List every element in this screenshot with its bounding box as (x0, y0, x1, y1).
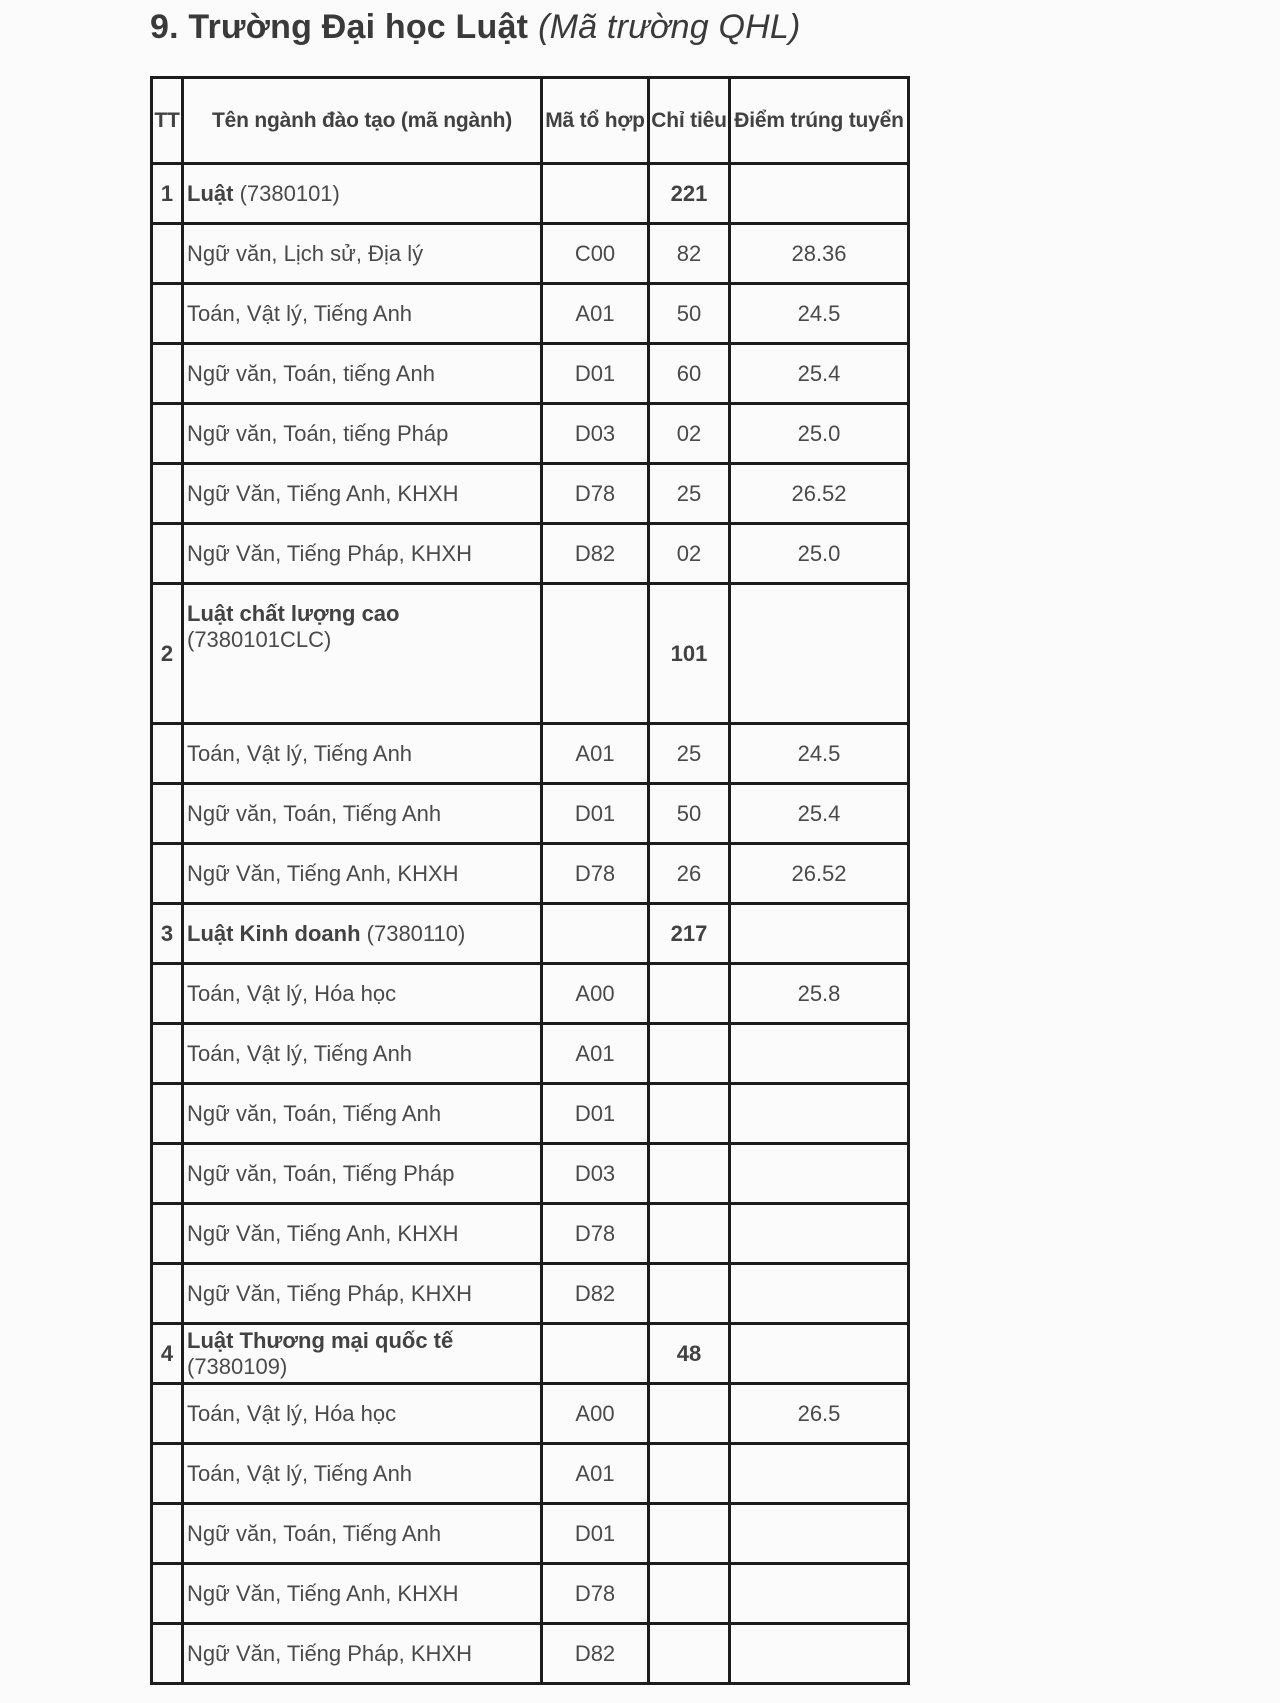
group-row (152, 164, 909, 224)
cell-diem-trung-tuyen (730, 1024, 909, 1084)
cell-tt (152, 724, 183, 784)
cell-nganh: Toán, Vật lý, Hóa học (183, 1384, 542, 1444)
cell-tt (152, 1204, 183, 1264)
cell-chi-tieu: 82 (649, 224, 730, 284)
cell-nganh: Ngữ Văn, Tiếng Anh, KHXH (183, 1564, 542, 1624)
cell-diem-trung-tuyen (730, 1084, 909, 1144)
cell-ma-to-hop: D82 (542, 1264, 649, 1324)
cell-chi-tieu: 26 (649, 844, 730, 904)
nganh-name-bold: Luật (187, 180, 234, 206)
group-row (152, 1324, 909, 1384)
nganh-name-bold: Luật Thương mại quốc tế (187, 1327, 454, 1353)
cell-nganh: Ngữ văn, Toán, Tiếng Pháp (183, 1144, 542, 1204)
cell-diem-trung-tuyen (730, 1624, 909, 1684)
page-title-school-code: (Mã trường QHL) (538, 8, 801, 46)
cell-nganh: Ngữ Văn, Tiếng Pháp, KHXH (183, 1624, 542, 1684)
cell-ma-to-hop: D78 (542, 1204, 649, 1264)
cell-nganh: Luật Thương mại quốc tế (7380109) (183, 1324, 542, 1384)
cell-ma-to-hop: D82 (542, 524, 649, 584)
cell-nganh: Ngữ văn, Toán, tiếng Pháp (183, 404, 542, 464)
cell-ma-to-hop (542, 164, 649, 224)
cell-chi-tieu (649, 1024, 730, 1084)
cell-chi-tieu (649, 1504, 730, 1564)
cell-ma-to-hop (542, 1324, 649, 1384)
cell-tt (152, 1504, 183, 1564)
cell-nganh: Luật (7380101) (183, 164, 542, 224)
cell-ma-to-hop: A01 (542, 284, 649, 344)
cell-diem-trung-tuyen: 25.0 (730, 524, 909, 584)
group-row (152, 584, 909, 724)
cell-chi-tieu: 25 (649, 464, 730, 524)
cell-diem-trung-tuyen (730, 1444, 909, 1504)
cell-tt (152, 784, 183, 844)
combo-row (152, 964, 909, 1024)
cell-tt (152, 1084, 183, 1144)
header-chi-tieu: Chỉ tiêu (649, 78, 730, 164)
cell-tt (152, 1564, 183, 1624)
cell-nganh: Toán, Vật lý, Tiếng Anh (183, 1444, 542, 1504)
combo-row (152, 1504, 909, 1564)
cell-diem-trung-tuyen (730, 584, 909, 724)
combo-row (152, 404, 909, 464)
combo-row (152, 464, 909, 524)
combo-row (152, 1264, 909, 1324)
cell-chi-tieu: 50 (649, 784, 730, 844)
cell-diem-trung-tuyen: 28.36 (730, 224, 909, 284)
cell-nganh: Ngữ văn, Toán, Tiếng Anh (183, 1504, 542, 1564)
cell-chi-tieu (649, 1084, 730, 1144)
cell-diem-trung-tuyen (730, 1264, 909, 1324)
cell-ma-to-hop: D78 (542, 464, 649, 524)
cell-ma-to-hop (542, 904, 649, 964)
cell-ma-to-hop: D78 (542, 844, 649, 904)
cell-nganh: Ngữ văn, Lịch sử, Địa lý (183, 224, 542, 284)
cell-tt: 1 (152, 164, 183, 224)
group-row (152, 904, 909, 964)
cell-tt (152, 1384, 183, 1444)
cell-nganh: Toán, Vật lý, Tiếng Anh (183, 724, 542, 784)
cell-ma-to-hop: A01 (542, 1444, 649, 1504)
combo-row (152, 1444, 909, 1504)
cell-ma-to-hop: D03 (542, 404, 649, 464)
cell-tt (152, 844, 183, 904)
cell-nganh: Ngữ văn, Toán, tiếng Anh (183, 344, 542, 404)
cell-chi-tieu: 50 (649, 284, 730, 344)
combo-row (152, 1384, 909, 1444)
cell-chi-tieu (649, 1624, 730, 1684)
cell-ma-to-hop: C00 (542, 224, 649, 284)
cell-ma-to-hop: D03 (542, 1144, 649, 1204)
cell-chi-tieu (649, 1564, 730, 1624)
cell-nganh: Toán, Vật lý, Hóa học (183, 964, 542, 1024)
cell-diem-trung-tuyen (730, 1204, 909, 1264)
combo-row (152, 224, 909, 284)
combo-row (152, 1564, 909, 1624)
cell-tt: 3 (152, 904, 183, 964)
combo-row (152, 1204, 909, 1264)
cell-nganh: Toán, Vật lý, Tiếng Anh (183, 284, 542, 344)
cell-chi-tieu: 02 (649, 524, 730, 584)
cell-tt (152, 404, 183, 464)
cell-nganh: Ngữ Văn, Tiếng Anh, KHXH (183, 464, 542, 524)
combo-row (152, 724, 909, 784)
cell-tt (152, 464, 183, 524)
cell-tt: 4 (152, 1324, 183, 1384)
cell-chi-tieu: 48 (649, 1324, 730, 1384)
cell-chi-tieu: 02 (649, 404, 730, 464)
cell-tt: 2 (152, 584, 183, 724)
header-ma-to-hop: Mã tổ hợp (542, 78, 649, 164)
cell-diem-trung-tuyen (730, 164, 909, 224)
header-diem-trung-tuyen: Điểm trúng tuyển (730, 78, 909, 164)
header-tt: TT (152, 78, 183, 164)
page-title-main: 9. Trường Đại học Luật (150, 8, 529, 46)
cell-tt (152, 1144, 183, 1204)
cell-diem-trung-tuyen (730, 904, 909, 964)
cell-nganh: Ngữ Văn, Tiếng Pháp, KHXH (183, 524, 542, 584)
cell-ma-to-hop: A00 (542, 964, 649, 1024)
cell-ma-to-hop: D01 (542, 1084, 649, 1144)
cell-nganh: Ngữ Văn, Tiếng Anh, KHXH (183, 1204, 542, 1264)
cell-diem-trung-tuyen (730, 1564, 909, 1624)
header-ten-nganh: Tên ngành đào tạo (mã ngành) (183, 78, 542, 164)
combo-row (152, 344, 909, 404)
cell-diem-trung-tuyen (730, 1504, 909, 1564)
cell-ma-to-hop: A01 (542, 1024, 649, 1084)
cell-chi-tieu (649, 1144, 730, 1204)
cell-ma-to-hop: D01 (542, 1504, 649, 1564)
combo-row (152, 844, 909, 904)
cell-diem-trung-tuyen: 26.5 (730, 1384, 909, 1444)
cell-ma-to-hop: A01 (542, 724, 649, 784)
cell-nganh: Ngữ Văn, Tiếng Pháp, KHXH (183, 1264, 542, 1324)
cell-chi-tieu: 60 (649, 344, 730, 404)
cell-chi-tieu: 101 (649, 584, 730, 724)
cell-diem-trung-tuyen: 24.5 (730, 284, 909, 344)
cell-tt (152, 1264, 183, 1324)
admission-scores-table (150, 76, 910, 1685)
cell-chi-tieu: 25 (649, 724, 730, 784)
cell-tt (152, 524, 183, 584)
cell-chi-tieu (649, 1204, 730, 1264)
cell-tt (152, 224, 183, 284)
cell-tt (152, 344, 183, 404)
cell-chi-tieu (649, 1384, 730, 1444)
cell-nganh: Ngữ văn, Toán, Tiếng Anh (183, 784, 542, 844)
cell-diem-trung-tuyen: 25.4 (730, 344, 909, 404)
cell-nganh: Luật chất lượng cao (7380101CLC) (183, 584, 542, 724)
combo-row (152, 284, 909, 344)
combo-row (152, 524, 909, 584)
cell-nganh: Toán, Vật lý, Tiếng Anh (183, 1024, 542, 1084)
nganh-name-bold: Luật Kinh doanh (187, 920, 361, 946)
combo-row (152, 1624, 909, 1684)
cell-nganh: Ngữ Văn, Tiếng Anh, KHXH (183, 844, 542, 904)
cell-nganh: Luật Kinh doanh (7380110) (183, 904, 542, 964)
cell-diem-trung-tuyen (730, 1324, 909, 1384)
cell-chi-tieu: 221 (649, 164, 730, 224)
cell-tt (152, 284, 183, 344)
cell-chi-tieu: 217 (649, 904, 730, 964)
page-title (150, 8, 801, 47)
cell-diem-trung-tuyen (730, 1144, 909, 1204)
cell-diem-trung-tuyen: 25.8 (730, 964, 909, 1024)
cell-chi-tieu (649, 1264, 730, 1324)
cell-tt (152, 1624, 183, 1684)
cell-ma-to-hop: D01 (542, 344, 649, 404)
cell-ma-to-hop: D78 (542, 1564, 649, 1624)
cell-ma-to-hop: D82 (542, 1624, 649, 1684)
combo-row (152, 1024, 909, 1084)
combo-row (152, 1084, 909, 1144)
cell-diem-trung-tuyen: 25.0 (730, 404, 909, 464)
table-header-row (152, 78, 909, 164)
cell-diem-trung-tuyen: 26.52 (730, 844, 909, 904)
cell-chi-tieu (649, 1444, 730, 1504)
cell-tt (152, 1024, 183, 1084)
cell-nganh: Ngữ văn, Toán, Tiếng Anh (183, 1084, 542, 1144)
cell-ma-to-hop: A00 (542, 1384, 649, 1444)
cell-tt (152, 1444, 183, 1504)
cell-chi-tieu (649, 964, 730, 1024)
cell-tt (152, 964, 183, 1024)
cell-ma-to-hop: D01 (542, 784, 649, 844)
cell-diem-trung-tuyen: 24.5 (730, 724, 909, 784)
cell-diem-trung-tuyen: 25.4 (730, 784, 909, 844)
table-body (152, 164, 909, 1684)
cell-diem-trung-tuyen: 26.52 (730, 464, 909, 524)
nganh-name-bold: Luật chất lượng cao (187, 601, 400, 626)
cell-ma-to-hop (542, 584, 649, 724)
combo-row (152, 1144, 909, 1204)
combo-row (152, 784, 909, 844)
